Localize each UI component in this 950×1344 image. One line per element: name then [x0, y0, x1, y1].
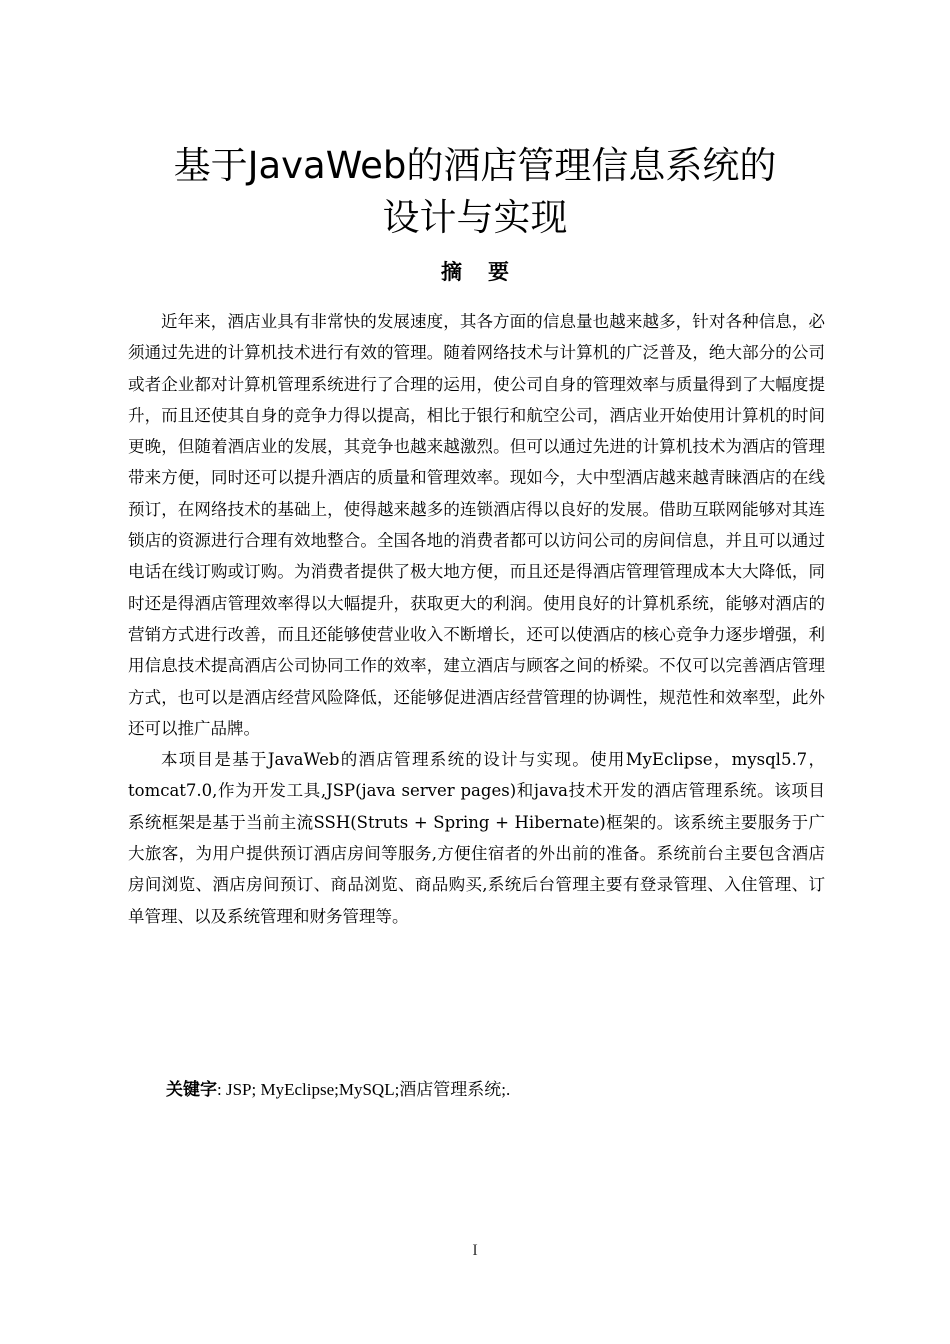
- abstract-body: [128, 306, 825, 932]
- keywords-label: 关键字: [166, 1080, 217, 1100]
- page-number: I: [472, 1242, 478, 1259]
- keywords-text: : JSP; MyEclipse;MySQL;酒店管理系统;.: [217, 1080, 511, 1099]
- abstract-paragraph-2: 本项目是基于JavaWeb的酒店管理系统的设计与实现。使用MyEclipse，mysql5.7，tomcat7.0,作为开发工具,JSP(java server pages)和java技术开发的酒店管理系统。该项目系统框架是基于当前主流SSH(Struts + Spring + Hibernate)框架的。该系统主要服务于广大旅客，为用户提供预订酒店房间等服务,方便住宿者的外出前的准备。系统前台主要包含酒店房间浏览、酒店房间预订、商品浏览、商品购买,系统后台管理主要有登录管理、入住管理、订单管理、以及系统管理和财务管理等。: [128, 750, 825, 926]
- abstract-paragraph-1: 近年来，酒店业具有非常快的发展速度，其各方面的信息量也越来越多，针对各种信息，必须通过先进的计算机技术进行有效的管理。随着网络技术与计算机的广泛普及，绝大部分的公司或者企业都对计算机管理系统进行了合理的运用，使公司自身的管理效率与质量得到了大幅度提升，而且还使其自身的竞争力得以提高，相比于银行和航空公司，酒店业开始使用计算机的时间更晚，但随着酒店业的发展，其竞争也越来越激烈。但可以通过先进的计算机技术为酒店的管理带来方便，同时还可以提升酒店的质量和管理效率。现如今，大中型酒店越来越青睐酒店的在线预订，在网络技术的基础上，使得越来越多的连锁酒店得以良好的发展。借助互联网能够对其连锁店的资源进行合理有效地整合。全国各地的消费者都可以访问公司的房间信息，并且可以通过电话在线订购或订购。为消费者提供了极大地方便，而且还是得酒店管理管理成本大大降低，同时还是得酒店管理效率得以大幅提升，获取更大的利润。使用良好的计算机系统，能够对酒店的营销方式进行改善，而且还能够使营业收入不断增长，还可以使酒店的核心竞争力逐步增强，利用信息技术提高酒店公司协同工作的效率，建立酒店与顾客之间的桥梁。不仅可以完善酒店管理方式，也可以是酒店经营风险降低，还能够促进酒店经营管理的协调性，规范性和效率型，此外还可以推广品牌。: [128, 312, 825, 738]
- abstract-heading: 摘要: [441, 260, 535, 284]
- keywords-line: [166, 1078, 510, 1102]
- title-line-2: 设计与实现: [382, 196, 568, 239]
- title-line-1: 基于JavaWeb的酒店管理信息系统的: [173, 144, 777, 187]
- document-title: [100, 140, 850, 244]
